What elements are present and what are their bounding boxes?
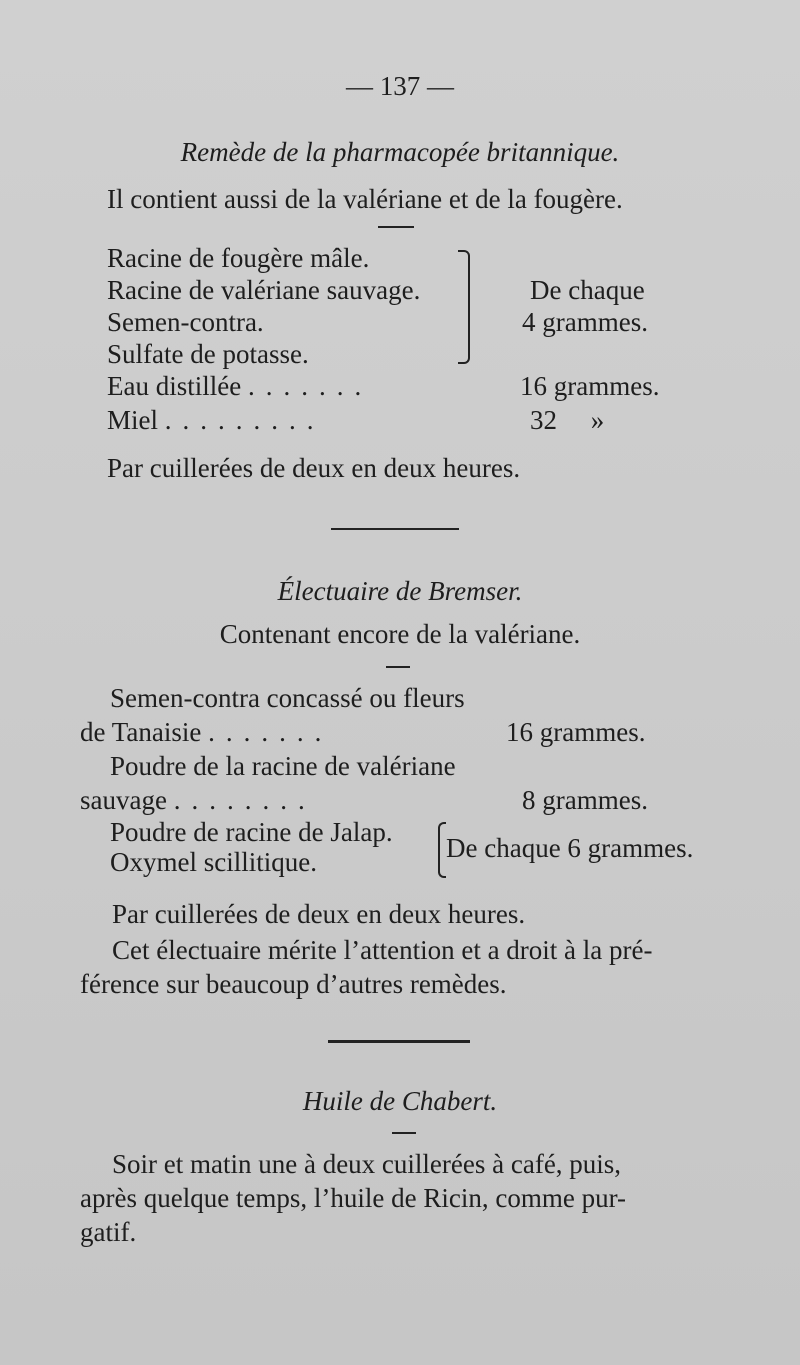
section-divider <box>331 528 459 530</box>
section1-intro: Il contient aussi de la valériane et de la fougère. <box>107 184 623 214</box>
section3-text-line1: Soir et matin une à deux cuillerées à café, puis, <box>112 1149 622 1179</box>
ingredient-water: Eau distillée ....... <box>107 371 373 401</box>
ingredient-potassium-sulfate: Sulfate de potasse. <box>107 339 309 369</box>
section2-subtitle: Contenant encore de la valériane. <box>219 619 581 649</box>
section3-text-line2: après quelque temps, l’huile de Ricin, comme pur- <box>80 1183 627 1213</box>
group-qty: De chaque 6 grammes. <box>446 833 694 863</box>
item-valerian-powder-line1: Poudre de la racine de valériane <box>110 751 456 781</box>
ingredient-semen-contra: Semen-contra. <box>107 307 264 337</box>
honey-qty: 32 » <box>530 405 605 435</box>
item-valerian-powder-line2: sauvage ........ <box>80 785 316 815</box>
ingredient-fern-root: Racine de fougère mâle. <box>107 243 370 273</box>
short-divider <box>386 666 410 668</box>
item-oxymel: Oxymel scillitique. <box>110 847 317 877</box>
section3-text-line3: gatif. <box>80 1217 137 1247</box>
section-divider <box>328 1040 470 1043</box>
section1-dosage: Par cuillerées de deux en deux heures. <box>107 453 521 483</box>
ingredient-honey: Miel ......... <box>107 405 325 435</box>
item-valerian-powder-qty: 8 grammes. <box>522 785 648 815</box>
section2-note-line1: Cet électuaire mérite l’attention et a droit à la pré- <box>112 935 653 965</box>
short-divider <box>392 1132 416 1134</box>
short-divider <box>378 226 414 228</box>
section2-title: Électuaire de Bremser. <box>277 576 523 606</box>
item-semen-contra-line2: de Tanaisie ....... <box>80 717 333 747</box>
page-number: — 137 — <box>346 71 454 101</box>
section1-title: Remède de la pharmacopée britannique. <box>180 137 620 167</box>
section2-note-line2: férence sur beaucoup d’autres remèdes. <box>80 969 507 999</box>
ingredient-valerian-root: Racine de valériane sauvage. <box>107 275 421 305</box>
section2-dosage: Par cuillerées de deux en deux heures. <box>112 899 526 929</box>
water-qty: 16 grammes. <box>520 371 660 401</box>
item-semen-contra-qty: 16 grammes. <box>506 717 646 747</box>
item-jalap-powder: Poudre de racine de Jalap. <box>110 817 393 847</box>
group-qty-line2: 4 grammes. <box>522 307 648 337</box>
grouping-brace <box>438 822 446 878</box>
group-qty-line1: De chaque <box>530 275 645 305</box>
item-semen-contra-line1: Semen-contra concassé ou fleurs <box>110 683 465 713</box>
section3-title: Huile de Chabert. <box>302 1086 498 1116</box>
grouping-brace <box>458 250 470 364</box>
